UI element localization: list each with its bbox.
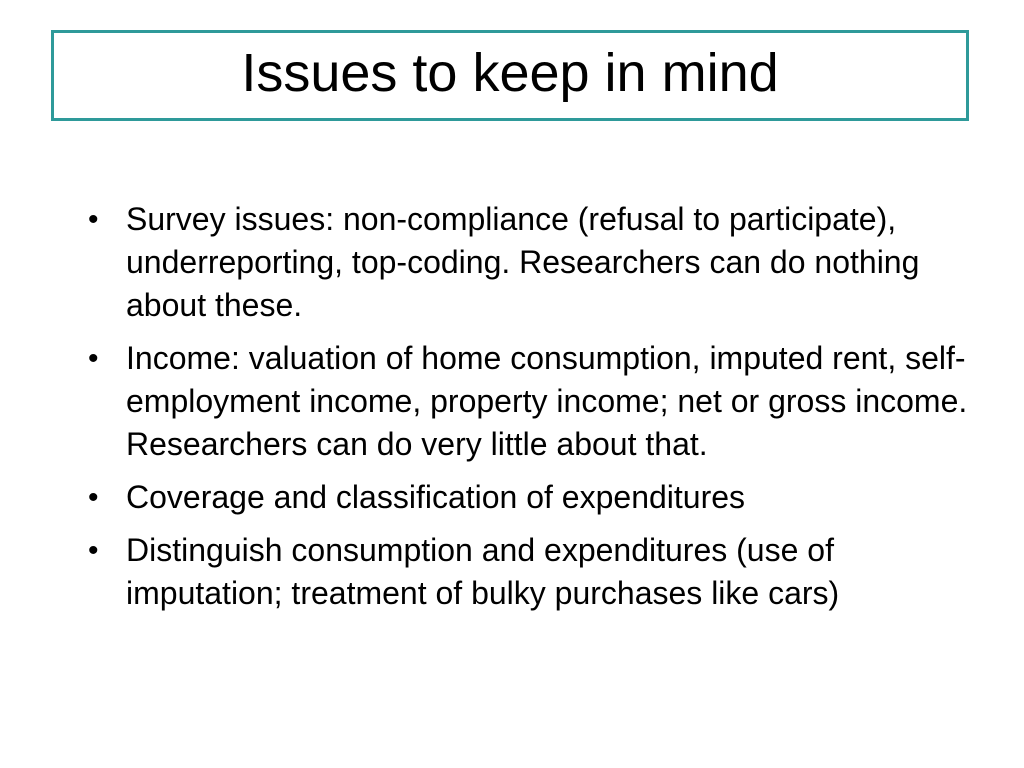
bullet-icon: • [88, 534, 99, 567]
bullet-list [84, 198, 984, 625]
title-box [51, 30, 969, 121]
bullet-item [84, 198, 984, 327]
slide-title: Issues to keep in mind [241, 42, 779, 103]
bullet-icon: • [88, 342, 99, 375]
bullet-item [84, 476, 984, 519]
bullet-text: Survey issues: non-compliance (refusal to participate), underreporting, top-coding. Researchers can do nothing about these. [126, 201, 920, 323]
bullet-text: Coverage and classification of expenditures [126, 479, 746, 515]
bullet-text: Distinguish consumption and expenditures (use of imputation; treatment of bulky purchases like cars) [126, 532, 840, 611]
bullet-icon: • [88, 481, 99, 514]
bullet-icon: • [88, 203, 99, 236]
bullet-item [84, 529, 984, 615]
bullet-text: Income: valuation of home consumption, imputed rent, self-employment income, property income; net or gross income. Researchers can do very little about that. [126, 340, 968, 462]
bullet-item [84, 337, 984, 466]
